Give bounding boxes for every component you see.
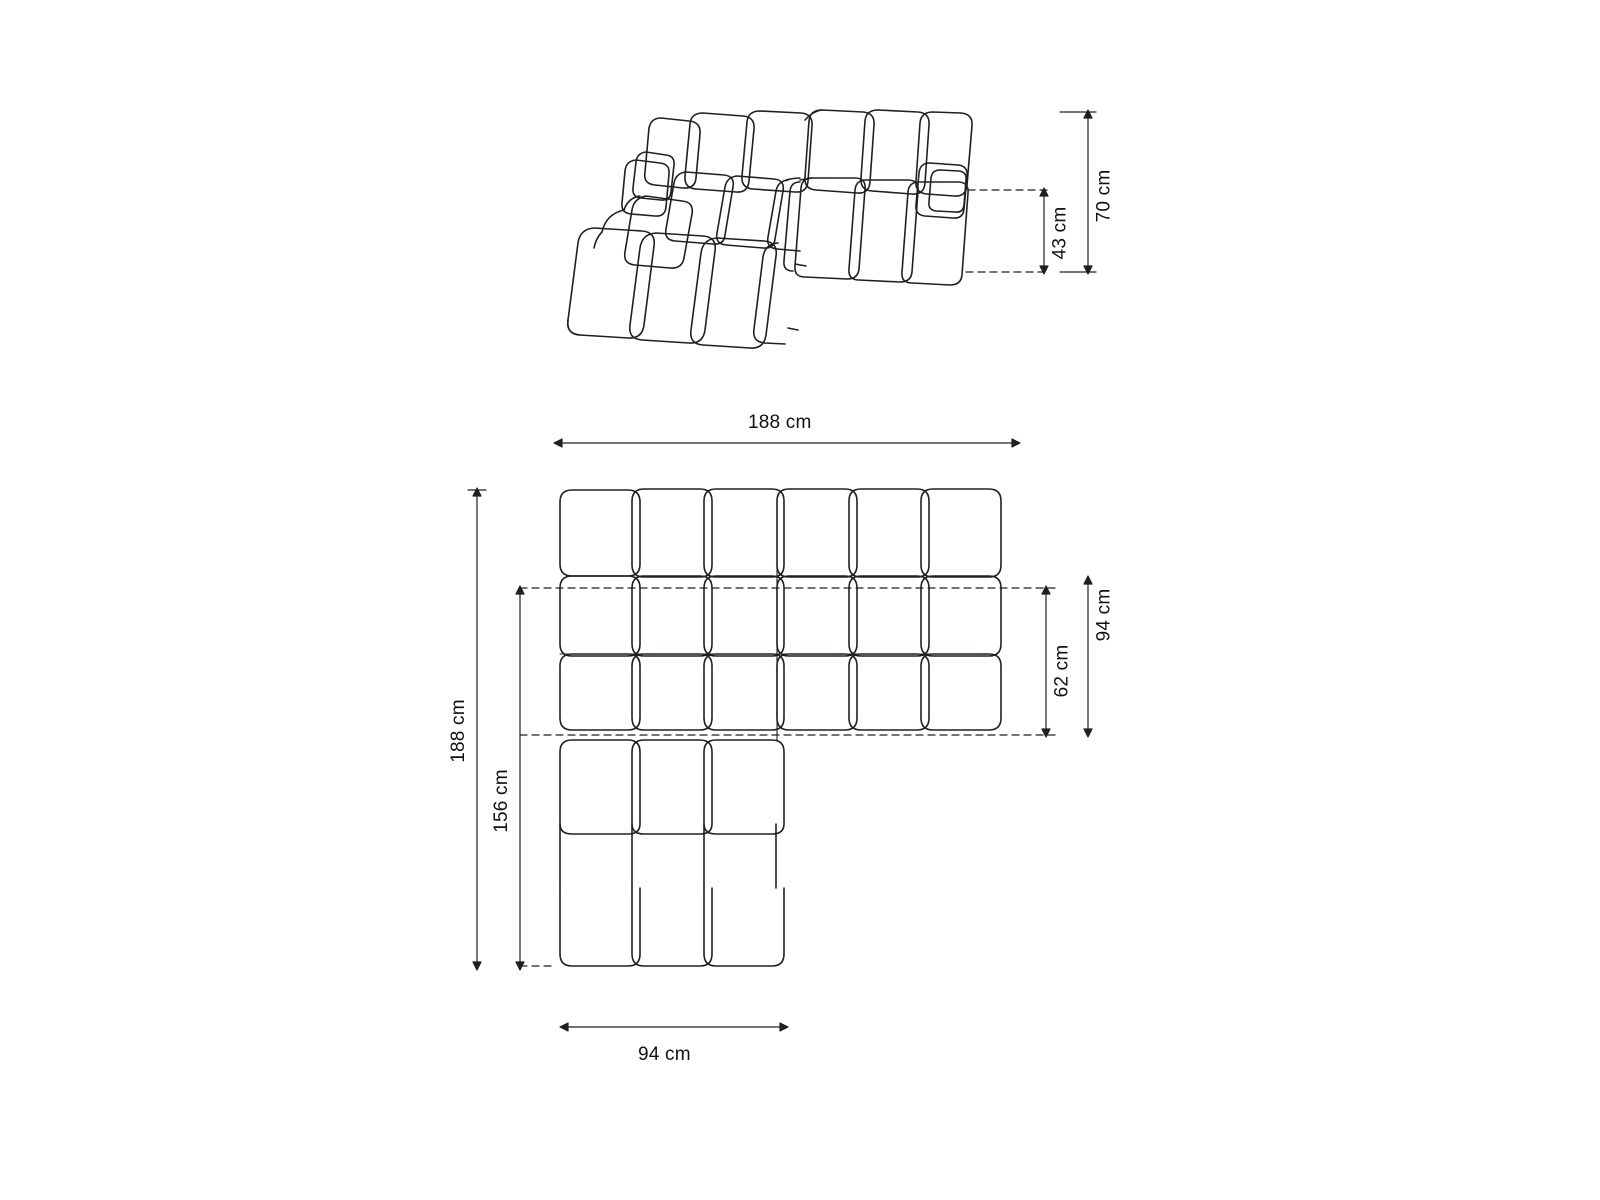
- label-height-70: 70 cm: [1093, 169, 1115, 223]
- perspective-dimension-lines: [966, 110, 1096, 274]
- label-width-188: 188 cm: [748, 412, 812, 433]
- right-arm-cushion: [916, 163, 967, 218]
- top-dimension-lines: [468, 439, 1092, 1031]
- left-arm-cushion: [622, 152, 674, 216]
- right-seat-cushions: [784, 178, 968, 285]
- top-backrest-row: [560, 489, 1001, 577]
- label-depth-188: 188 cm: [447, 699, 469, 763]
- label-depth-94-right: 94 cm: [1093, 588, 1115, 642]
- perspective-view: [568, 110, 972, 348]
- label-height-43: 43 cm: [1049, 206, 1071, 260]
- front-seat-cushions: [568, 228, 785, 348]
- backrest-cushions: [645, 110, 972, 196]
- top-chaise-module: [560, 740, 784, 966]
- label-depth-156: 156 cm: [490, 769, 512, 833]
- label-seat-62: 62 cm: [1051, 644, 1073, 698]
- top-seat-row-2: [560, 654, 1001, 730]
- label-width-94-bottom: 94 cm: [638, 1044, 691, 1065]
- top-view: [560, 489, 1001, 966]
- left-seat-cushions: [625, 172, 800, 268]
